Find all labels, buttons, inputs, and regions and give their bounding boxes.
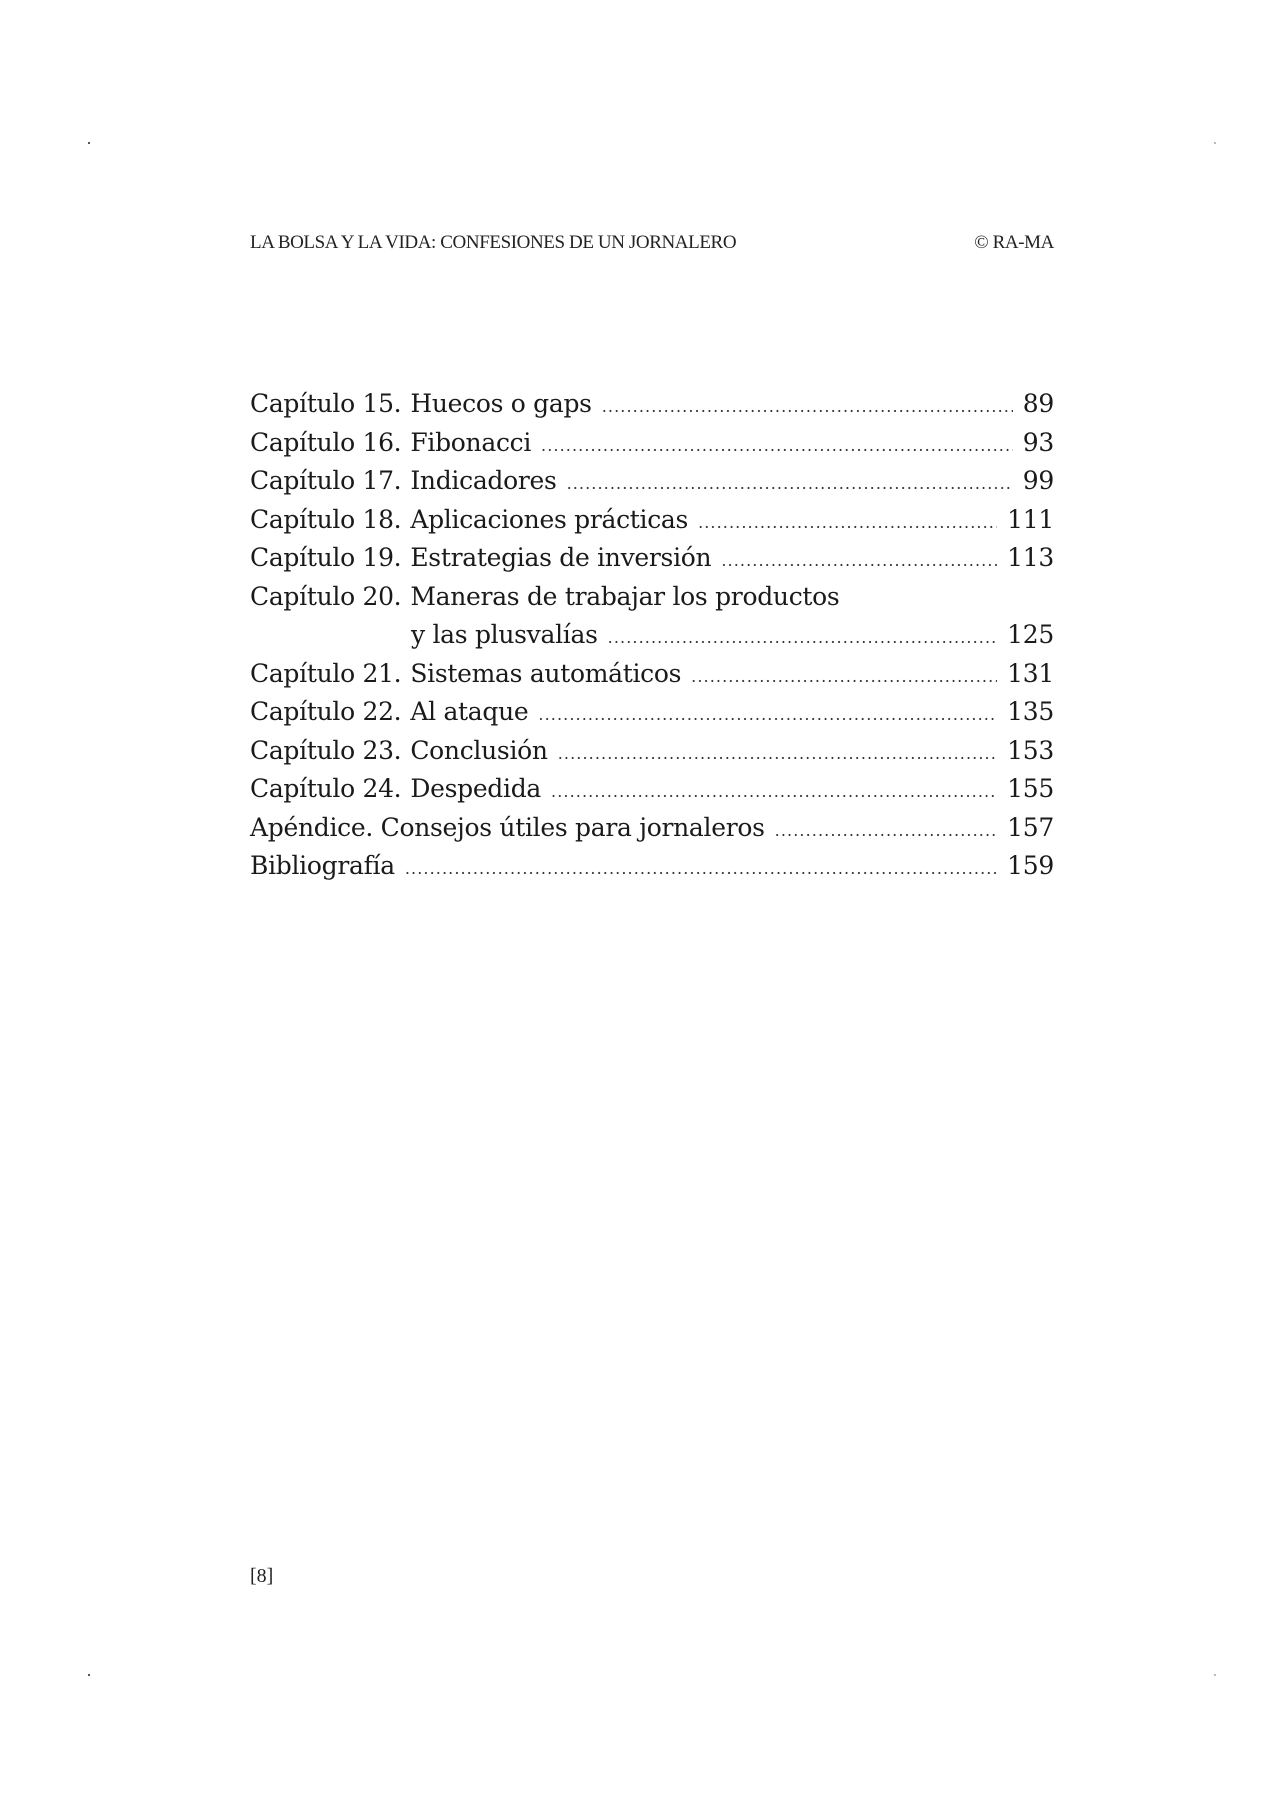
toc-entry[interactable] <box>250 428 1054 467</box>
toc-entry-page: 131 <box>1007 658 1054 688</box>
toc-entry-page: 135 <box>1007 697 1054 726</box>
toc-entry-title: Fibonacci <box>410 427 532 457</box>
toc-entry-page: 93 <box>1022 427 1054 457</box>
publisher-mark: © RA-MA <box>974 232 1054 253</box>
toc-entry[interactable] <box>250 736 1054 775</box>
crop-mark-top-right <box>1214 142 1216 144</box>
toc-entry[interactable] <box>250 774 1054 813</box>
toc-leader-dots <box>558 744 997 763</box>
toc-entry-number: Capítulo 17. <box>250 466 402 495</box>
toc-leader-dots <box>538 705 997 724</box>
toc-entry-title: Indicadores <box>410 466 557 495</box>
toc-entry-title: Despedida <box>410 774 542 803</box>
toc-entry-appendix[interactable] <box>250 813 1054 852</box>
toc-entry-title: Maneras de trabajar los productos <box>410 581 840 611</box>
running-header <box>250 232 1054 254</box>
toc-entry[interactable] <box>250 543 1054 582</box>
toc-entry-number: Capítulo 22. <box>250 697 402 726</box>
crop-mark-top-left <box>88 142 90 144</box>
toc-entry[interactable] <box>250 582 1054 621</box>
toc-entry[interactable] <box>250 697 1054 736</box>
crop-mark-bottom-right <box>1214 1674 1216 1676</box>
toc-leader-dots <box>721 551 997 570</box>
toc-entry-number: Capítulo 16. <box>250 427 402 457</box>
toc-entry-page: 113 <box>1007 543 1054 572</box>
toc-entry-number: Capítulo 24. <box>250 774 402 803</box>
toc-leader-dots <box>551 782 997 801</box>
toc-entry-continuation[interactable] <box>250 620 1054 659</box>
toc-entry-bibliography[interactable] <box>250 851 1054 890</box>
page-number: [8] <box>250 1565 274 1587</box>
toc-entry-title: Huecos o gaps <box>410 389 592 418</box>
toc-entry-title: Al ataque <box>410 697 529 726</box>
toc-entry-page: 153 <box>1007 735 1054 765</box>
toc-entry-title: Estrategias de inversión <box>410 543 712 572</box>
toc-entry-title: Bibliografía <box>250 851 395 880</box>
toc-leader-dots <box>541 436 1013 455</box>
toc-entry-number: Capítulo 19. <box>250 543 402 572</box>
toc-entry-title-continuation: y las plusvalías <box>411 620 598 649</box>
toc-entry-number: Capítulo 23. <box>250 735 402 765</box>
crop-mark-bottom-left <box>88 1674 90 1676</box>
toc-leader-dots <box>602 397 1013 416</box>
toc-entry-title: Conclusión <box>410 735 548 765</box>
toc-entry-number: Capítulo 15. <box>250 389 402 418</box>
toc-entry-page: 155 <box>1007 774 1054 803</box>
toc-entry-title: Apéndice. Consejos útiles para jornaleros <box>250 812 765 842</box>
toc-leader-dots <box>691 667 997 686</box>
toc-entry-number: Capítulo 20. <box>250 581 402 611</box>
toc-entry-page: 159 <box>1007 851 1054 880</box>
toc-entry-page: 89 <box>1022 389 1054 418</box>
toc-entry[interactable] <box>250 505 1054 544</box>
toc-leader-dots <box>405 859 997 878</box>
toc-leader-dots <box>775 821 998 840</box>
toc-entry-number: Capítulo 18. <box>250 504 402 534</box>
toc-entry-page: 157 <box>1007 812 1054 842</box>
toc-entry-page: 99 <box>1022 466 1054 495</box>
table-of-contents <box>250 389 1054 890</box>
toc-leader-dots <box>698 513 997 532</box>
toc-entry-number: Capítulo 21. <box>250 658 402 688</box>
toc-entry-title: Aplicaciones prácticas <box>410 504 689 534</box>
toc-entry[interactable] <box>250 659 1054 698</box>
toc-entry-page: 125 <box>1007 620 1054 649</box>
book-title: LA BOLSA Y LA VIDA: CONFESIONES DE UN JORNALERO <box>250 232 737 253</box>
toc-entry-title: Sistemas automáticos <box>410 658 682 688</box>
toc-entry-page: 111 <box>1007 504 1054 534</box>
toc-leader-dots <box>608 628 998 647</box>
toc-entry[interactable] <box>250 389 1054 428</box>
toc-entry[interactable] <box>250 466 1054 505</box>
toc-leader-dots <box>567 474 1013 493</box>
